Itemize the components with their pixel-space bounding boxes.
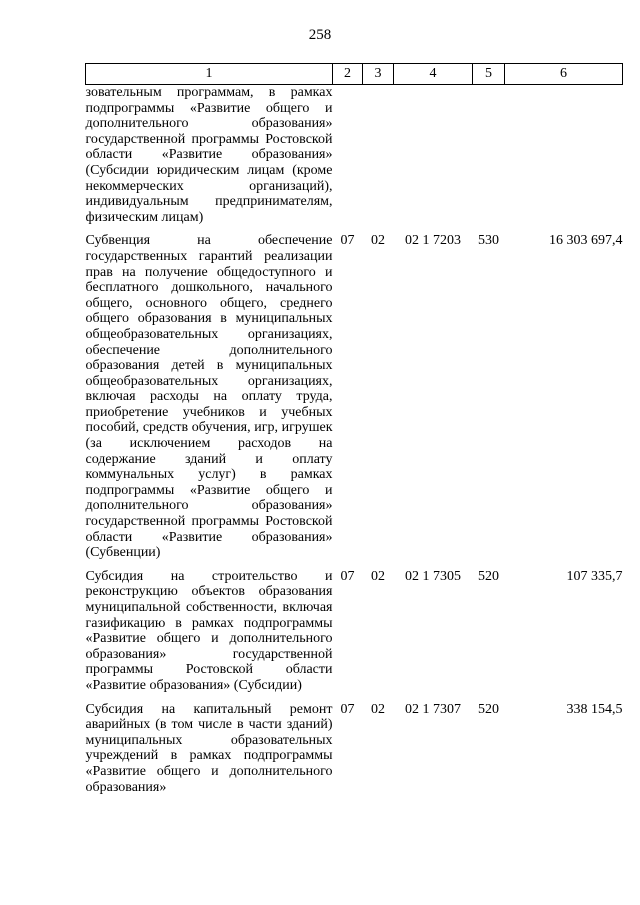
row-amount: 16 303 697,4 — [549, 233, 623, 249]
column-header-2: 2 — [333, 64, 363, 85]
column-header-4: 4 — [394, 64, 473, 85]
row-target-code — [394, 85, 473, 226]
table-row — [86, 85, 623, 226]
row-description: Субсидия на строительство и реконструкцию объектов образования муниципальной собственности, включая газификацию в рамках подпрограммы «Развитие общего и дополнительного образования» государственной программы Ростовской области «Развитие образования» (Субсидии) — [85, 568, 333, 693]
row-amount — [505, 85, 623, 226]
row-section — [333, 85, 363, 226]
row-section: 07 — [340, 701, 355, 717]
row-target-code: 02 1 7307 — [405, 701, 461, 717]
column-header-5: 5 — [473, 64, 505, 85]
row-target-code: 02 1 7203 — [405, 233, 461, 249]
table-row — [86, 694, 623, 796]
row-target-code: 02 1 7305 — [405, 568, 461, 584]
row-description: Субвенция на обеспечение государственных гарантий реализации прав на получение общедоступного и бесплатного дошкольного, начального общего, основного общего, среднего общего образования в муниципальных общеобразовательных организациях, обеспечение дополнительного образования детей в муниципальных общеобразовательных организациях, включая расходы на оплату труда, приобретение учебников и учебных пособий, средств обучения, игр, игрушек (за исключением расходов на содержание зданий и оплату коммунальных услуг) в рамках подпрограммы «Развитие общего и дополнительного образования» государственной программы Ростовской области «Развитие образования» (Субвенции) — [85, 233, 333, 561]
row-subsection: 02 — [371, 568, 385, 584]
table-header-row — [86, 64, 623, 85]
column-header-6: 6 — [505, 64, 623, 85]
row-description: Субсидия на капитальный ремонт аварийных (в том числе в части зданий) муниципальных образовательных учреждений в рамках подпрограммы «Развитие общего и дополнительного образования» — [85, 701, 333, 795]
row-expense-type — [473, 85, 505, 226]
row-amount: 338 154,5 — [566, 701, 623, 717]
row-section: 07 — [340, 568, 355, 584]
row-section: 07 — [340, 233, 355, 249]
row-expense-type: 520 — [478, 701, 499, 717]
row-expense-type: 530 — [478, 233, 499, 249]
table-row — [86, 225, 623, 560]
row-subsection: 02 — [371, 701, 385, 717]
row-subsection: 02 — [371, 233, 385, 249]
budget-table — [85, 63, 623, 795]
row-subsection — [363, 85, 394, 226]
row-description: зовательным программам, в рамках подпрограммы «Развитие общего и дополнительного образования» государственной программы Ростовской области «Развитие образования» (Субсидии юридическим лицам (кроме некоммерческих организаций), индивидуальным предпринимателям, физическим лицам) — [85, 85, 333, 225]
page-number: 258 — [308, 27, 332, 43]
column-header-1: 1 — [86, 64, 333, 85]
row-amount: 107 335,7 — [566, 568, 623, 584]
column-header-3: 3 — [363, 64, 394, 85]
row-expense-type: 520 — [478, 568, 499, 584]
table-row — [86, 561, 623, 694]
